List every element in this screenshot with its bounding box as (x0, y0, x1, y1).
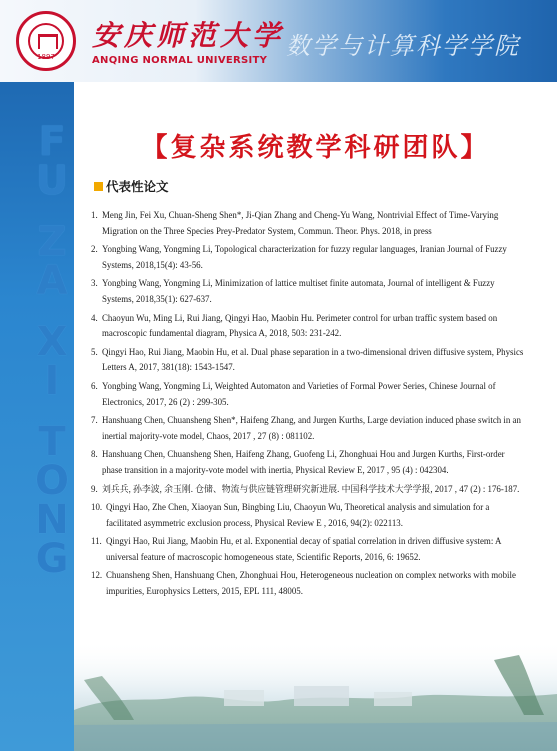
reference-text: Qingyi Hao, Rui Jiang, Maobin Hu, et al. Dual phase separation in a two-dimensional driven diffusive system, Physics Letters A, 2017, 381(18): 1543-1547. (102, 346, 524, 373)
reference-text: Qingyi Hao, Zhe Chen, Xiaoyan Sun, Bingbing Liu, Chaoyun Wu, Theoretical analysis and simulation for a facilitated asymmetric exclusion process, Physical Review E , 2016, 94(2): 022113. (106, 502, 490, 528)
reference-number: 5. (91, 346, 98, 357)
reference-text: Chuansheng Shen, Hanshuang Chen, Zhonghuai Hou, Heterogeneous nucleation on complex networks with mobile impurities, Europhysics Letters, 2015, EPL 111, 48005. (106, 570, 516, 597)
reference-item (91, 208, 527, 239)
reference-item (91, 500, 527, 531)
seal-year: 1897 (37, 53, 55, 61)
reference-text: Qingyi Hao, Rui Jiang, Maobin Hu, et al. Exponential decay of spatial correlation in driven diffusive system: A universal feature of macroscopic homogeneous state, Scientific Reports, 2016, 6: 19652. (106, 536, 501, 562)
reference-item (91, 276, 527, 307)
reference-item (91, 568, 527, 599)
university-name-en: ANQING NORMAL UNIVERSITY (92, 55, 268, 66)
reference-number: 12. (91, 570, 103, 581)
university-seal-logo (16, 11, 76, 71)
reference-item (91, 379, 527, 410)
side-letter: A (36, 258, 68, 304)
reference-text: Hanshuang Chen, Chuansheng Shen*, Haifeng Zhang, and Jurgen Kurths, Large deviation induced phase switch in an inertial majority-vote model, Chaos, 2017 , 27 (8) : 081102. (102, 415, 521, 441)
reference-number: 7. (91, 415, 98, 426)
side-letter: F (38, 119, 66, 165)
side-letter: I (44, 358, 60, 404)
reference-item (91, 345, 527, 376)
section-title: 代表性论文 (106, 179, 169, 194)
side-letter: G (35, 536, 69, 582)
reference-item (91, 534, 527, 565)
reference-number: 2. (91, 244, 98, 255)
reference-number: 4. (91, 312, 98, 323)
side-letter: X (36, 319, 68, 365)
reference-text: Hanshuang Chen, Chuansheng Shen, Haifeng Zhang, Guofeng Li, Zhonghuai Hou and Jurgen Kurths, First-order phase transition in a majority-vote model with inertia, Physical Review E, 2017 , 95 (4) : 042304. (102, 449, 505, 475)
reference-list (91, 208, 527, 603)
reference-number: 10. (91, 502, 103, 513)
reference-item (91, 242, 527, 273)
reference-number: 9. (91, 483, 98, 494)
reference-text: 刘兵兵, 孙李波, 余玉刚. 仓储、物流与供应链管理研究新进展. 中国科学技术大学学报, 2017 , 47 (2) : 176-187. (102, 483, 520, 494)
reference-text: Meng Jin, Fei Xu, Chuan-Sheng Shen*, Ji-Qian Zhang and Cheng-Yu Wang, Nontrivial Effect of Time-Varying Migration on the Three Species Prey-Predator System, Commun. Theor. Phys. 2018, in press (102, 210, 499, 236)
side-vertical-text (30, 119, 74, 582)
reference-number: 6. (91, 380, 98, 391)
side-letter: T (38, 419, 66, 465)
side-letter: U (35, 158, 69, 204)
side-letter: N (35, 497, 69, 543)
reference-item (91, 413, 527, 444)
reference-number: 3. (91, 278, 98, 289)
reference-text: Yongbing Wang, Yongming Li, Weighted Automaton and Varieties of Formal Power Series, Chinese Journal of Electronics, 2017, 26 (2) : 299-305. (102, 380, 496, 407)
reference-text: Chaoyun Wu, Ming Li, Rui Jiang, Qingyi Hao, Maobin Hu. Perimeter control for urban traffic system based on macroscopic fundamental diagram, Physica A, 2018, 503: 231-242. (102, 312, 498, 339)
reference-item (91, 482, 527, 498)
reference-text: Yongbing Wang, Yongming Li, Minimization of lattice multiset finite automata, Journal of intelligent & Fuzzy Systems, 2018,35(1): 627-637. (102, 278, 495, 304)
reference-item (91, 311, 527, 342)
reference-number: 8. (91, 449, 98, 460)
reference-number: 11. (91, 536, 102, 547)
reference-item (91, 447, 527, 478)
section-marker-icon (94, 182, 103, 191)
reference-number: 1. (91, 210, 98, 220)
college-name: 数学与计算科学学院 (286, 32, 520, 60)
section-header (94, 178, 169, 194)
side-letter: O (34, 458, 69, 504)
page-title: 【复杂系统教学科研团队】 (141, 133, 490, 163)
side-letter: Z (37, 219, 67, 265)
reference-text: Yongbing Wang, Yongming Li, Topological characterization for fuzzy regular languages, Iranian Journal of Fuzzy Systems, 2018,15(4): 43-56. (102, 244, 507, 270)
university-name-cn: 安庆师范大学 (92, 19, 285, 52)
